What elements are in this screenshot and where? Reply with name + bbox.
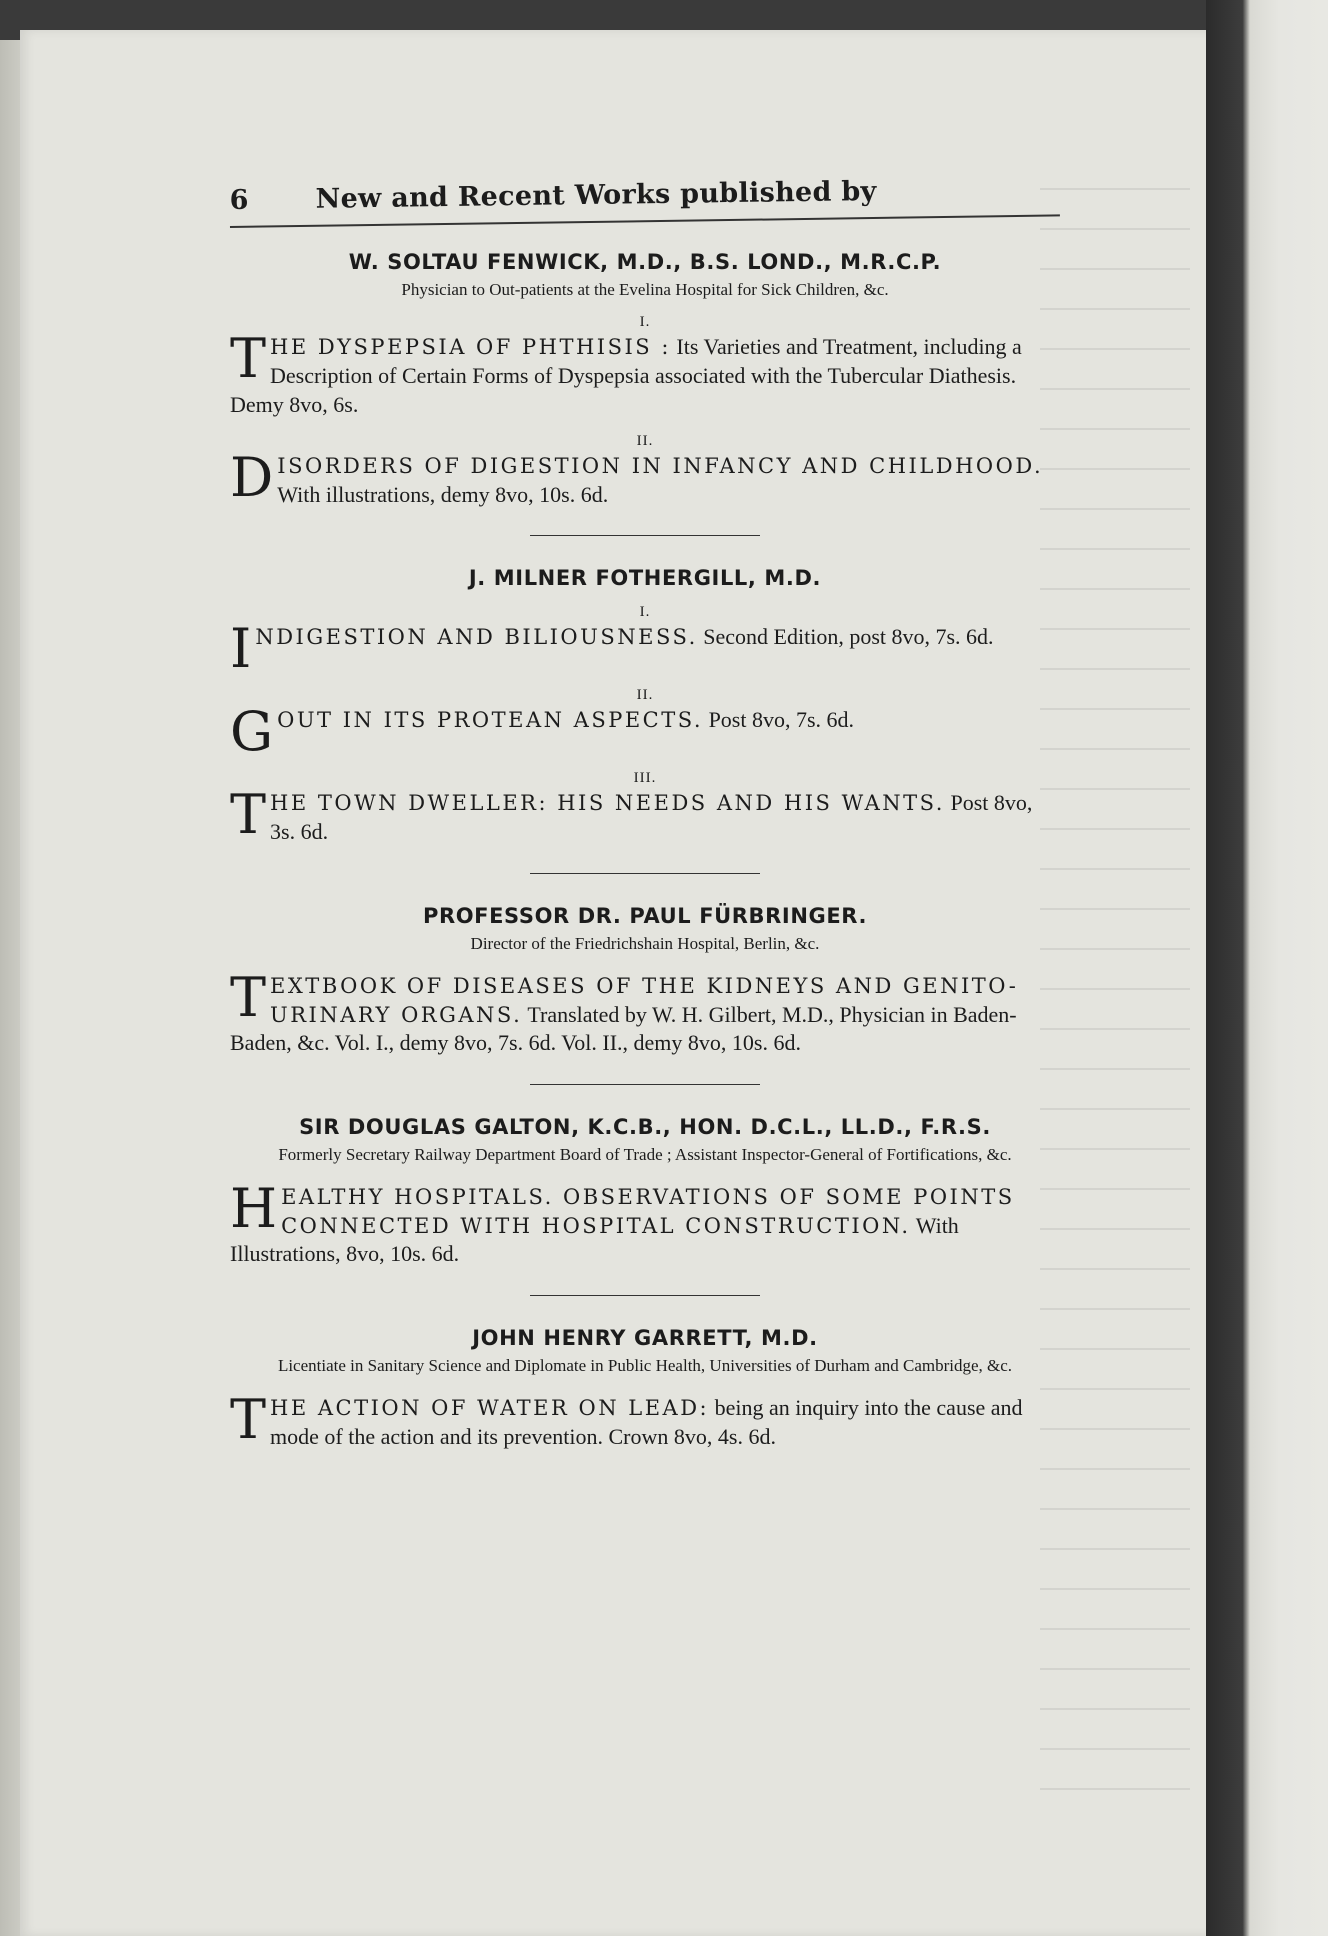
drop-cap: T: [230, 327, 267, 391]
book-gutter: [1206, 0, 1328, 1936]
drop-cap: T: [230, 783, 267, 847]
author-name: PROFESSOR DR. PAUL FÜRBRINGER.: [422, 903, 868, 928]
section-divider: [530, 1295, 760, 1296]
book-title: EALTHY HOSPITALS. OBSERVATIONS OF SOME POINTS CONNECTED WITH HOSPITAL CONSTRUCTION.: [281, 1185, 1015, 1238]
sections: [230, 250, 1060, 1451]
spacer: [230, 954, 1060, 970]
page-content: [229, 175, 1060, 1452]
book-description: With illustrations, demy 8vo, 10s. 6d.: [277, 481, 609, 507]
work-numeral: II.: [636, 433, 654, 450]
author-name: SIR DOUGLAS GALTON, K.C.B., HON. D.C.L., LL.D., F.R.S.: [299, 1114, 991, 1139]
bleed-through: [1040, 150, 1190, 1800]
drop-cap: T: [230, 1388, 267, 1452]
book-title: HE TOWN DWELLER: HIS NEEDS AND HIS WANTS.: [270, 791, 945, 816]
book-description: With Illustrations, 8vo, 10s. 6d.: [230, 1212, 959, 1267]
work-numeral: II.: [636, 687, 654, 704]
book-title: HE DYSPEPSIA OF PHTHISIS :: [270, 335, 671, 360]
spacer: [230, 1376, 1060, 1392]
work-numeral: III.: [633, 770, 657, 787]
book-entry: [230, 965, 1060, 1058]
book-description: Translated by W. H. Gilbert, M.D., Physician in Baden-Baden, &c. Vol. I., demy 8vo, 7s. 6d. Vol. II., demy 8vo, 10s. 6d.: [230, 1001, 1017, 1056]
book-entry: [230, 1177, 1060, 1269]
book-entry: [230, 700, 1060, 764]
book-title: NDIGESTION AND BILIOUSNESS.: [255, 625, 698, 650]
author-affiliation: Licentiate in Sanitary Science and Diplomate in Public Health, Universities of Durham and Cambridge, &c.: [277, 1355, 1013, 1375]
work-numeral: I.: [639, 314, 651, 331]
section-divider: [530, 1084, 760, 1085]
book-entry: [230, 1388, 1060, 1452]
book-entry: [230, 617, 1060, 681]
book-description: Its Varieties and Treatment, including a Description of Certain Forms of Dyspepsia associated with the Tubercular Diathesis. Demy 8vo, 6s.: [230, 334, 1022, 417]
author-affiliation: Director of the Friedrichshain Hospital, Berlin, &c.: [470, 933, 820, 953]
book-title: OUT IN ITS PROTEAN ASPECTS.: [277, 708, 704, 733]
book-entry: [230, 783, 1060, 847]
book-entry: [230, 327, 1060, 419]
drop-cap: T: [230, 965, 267, 1029]
author-name: JOHN HENRY GARRETT, M.D.: [472, 1325, 818, 1350]
book-description: being an inquiry into the cause and mode of the action and its prevention. Crown 8vo, 4s. 6d.: [270, 1395, 1023, 1449]
drop-cap: I: [230, 617, 252, 681]
spacer: [230, 1165, 1060, 1181]
book-title: EXTBOOK OF DISEASES OF THE KIDNEYS AND GENITO-URINARY ORGANS.: [270, 973, 1019, 1027]
drop-cap: H: [230, 1177, 278, 1241]
author-affiliation: Physician to Out-patients at the Evelina Hospital for Sick Children, &c.: [401, 280, 889, 299]
book-description: Post 8vo, 7s. 6d.: [703, 707, 855, 733]
running-head-title: New and Recent Works published by: [315, 175, 877, 215]
section-divider: [530, 535, 760, 536]
book-title: HE ACTION OF WATER ON LEAD:: [270, 1396, 710, 1421]
drop-cap: G: [230, 700, 274, 764]
author-name: J. MILNER FOTHERGILL, M.D.: [468, 566, 822, 591]
section-divider: [530, 873, 760, 874]
book-description: Second Edition, post 8vo, 7s. 6d.: [697, 624, 994, 650]
drop-cap: D: [230, 446, 274, 510]
author-name: W. SOLTAU FENWICK, M.D., B.S. LOND., M.R.C.P.: [348, 250, 942, 274]
book-entry: [230, 446, 1060, 510]
author-affiliation: Formerly Secretary Railway Department Board of Trade ; Assistant Inspector-General of Fortifications, &c.: [278, 1144, 1012, 1164]
work-numeral: I.: [639, 604, 651, 621]
book-title: ISORDERS OF DIGESTION IN INFANCY AND CHILDHOOD.: [277, 454, 1044, 479]
page-number: 6: [229, 184, 249, 217]
book-description: Post 8vo, 3s. 6d.: [270, 790, 1033, 844]
